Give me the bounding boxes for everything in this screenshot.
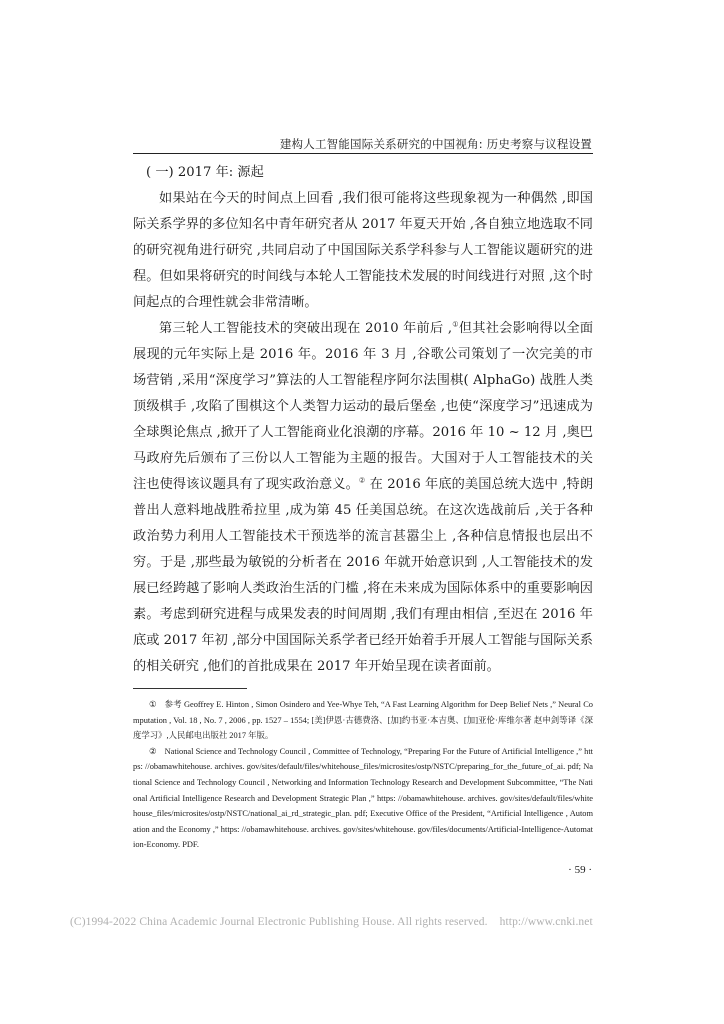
watermark-url[interactable]: http://www.cnki.net bbox=[499, 916, 593, 928]
watermark-copyright: (C)1994-2022 China Academic Journal Electronic Publishing House. All rights reserved. bbox=[70, 916, 488, 928]
footnote-2 bbox=[133, 744, 593, 853]
paragraph-2-part-a: 第三轮人工智能技术的突破出现在 2010 年前后 , bbox=[159, 321, 453, 336]
copyright-watermark bbox=[70, 916, 670, 928]
footnote-1 bbox=[133, 697, 593, 744]
footnote-ref-2[interactable]: ② bbox=[358, 476, 366, 485]
paragraph-2-part-c: 在 2016 年底的美国总统大选中 ,特朗普出人意料地战胜希拉里 ,成为第 45 任美国总统。在这次选战前后 ,关于各种政治势力利用人工智能技术干预选举的流言甚嚣尘上 ,各种信息情报也层出不穷。于是 ,那些最为敏锐的分析者在 2016 年就开始意识到 ,人工智能技术的发展已经跨越了影响人类政治生活的门槛 ,将在未来成为国际体系中的重要影响因素。考虑到研究进程与成果发表的时间周期 ,我们有理由相信 ,至迟在 2016 年底或 2017 年初 ,部分中国国际关系学者已经开始着手开展人工智能与国际关系的相关研究 ,他们的首批成果在 2017 年开始呈现在读者面前。 bbox=[133, 477, 594, 674]
article-body bbox=[133, 160, 593, 680]
footnote-2-text: National Science and Technology Council , Committee of Technology, “Preparing For the Future of Artificial Intelligence ,” https: //obamawhitehouse. archives. gov/sites/default/files/whitehouse_files/microsites/ostp/NSTC/preparing_for_the_future_of_ai. pdf; National Science and Technology Council , Networking and Information Technology Research and Development Subcommittee, “The National Artificial Intelligence Research and Development Strategic Plan ,” https: //obamawhitehouse. archives. gov/sites/default/files/whitehouse_files/microsites/ostp/NSTC/national_ai_rd_strategic_plan. pdf; Executive Office of the President, “Artificial Intelligence , Automation and the Economy ,” https: //obamawhitehouse. archives. gov/sites/whitehouse. gov/files/documents/Artificial-Intelligence-Automation-Economy. PDF. bbox=[133, 746, 593, 850]
footnotes bbox=[133, 697, 593, 853]
header-divider bbox=[133, 153, 593, 154]
footnote-divider bbox=[133, 688, 247, 689]
footnote-ref-1[interactable]: ① bbox=[452, 320, 459, 329]
footnote-2-number: ② bbox=[149, 746, 157, 756]
page-number: · 59 · bbox=[568, 864, 592, 876]
footnote-1-number: ① bbox=[149, 700, 157, 709]
paragraph-1: 如果站在今天的时间点上回看 ,我们很可能将这些现象视为一种偶然 ,即国际关系学界的多位知名中青年研究者从 2017 年夏天开始 ,各自独立地选取不同的研究视角进行研究 ,共同启动了中国国际关系学科参与人工智能议题研究的进程。但如果将研究的时间线与本轮人工智能技术发展的时间线进行对照 ,这个时间起点的合理性就会非常清晰。 bbox=[133, 191, 593, 310]
paragraph-2-part-b: 但其社会影响得以全面展现的元年实际上是 2016 年。2016 年 3 月 ,谷歌公司策划了一次完美的市场营销 ,采用“深度学习”算法的人工智能程序阿尔法围棋( AlphaGo) 战胜人类顶级棋手 ,攻陷了围棋这个人类智力运动的最后堡垒 ,也使“深度学习”迅速成为全球舆论焦点 ,掀开了人工智能商业化浪潮的序幕。2016 年 10 ~ 12 月 ,奥巴马政府先后颁布了三份以人工智能为主题的报告。大国对于人工智能技术的关注也使得该议题具有了现实政治意义。 bbox=[133, 321, 594, 492]
footnote-1-text: 参考 Geoffrey E. Hinton , Simon Osindero and Yee-Whye Teh, “A Fast Learning Algorithm for Deep Belief Nets ,” Neural Computation , Vol. 18 , No. 7 , 2006 , pp. 1527 – 1554; [美]伊恩·古德费洛、[加]约书亚·本吉奥、[加]亚伦·库维尔著 赵申剑等译《深度学习》,人民邮电出版社 2017 年版。 bbox=[133, 700, 593, 741]
paragraph-2 bbox=[133, 316, 593, 680]
section-heading: ( 一) 2017 年: 源起 bbox=[146, 165, 264, 180]
running-header-title: 建构人工智能国际关系研究的中国视角: 历史考察与议程设置 bbox=[279, 137, 592, 151]
